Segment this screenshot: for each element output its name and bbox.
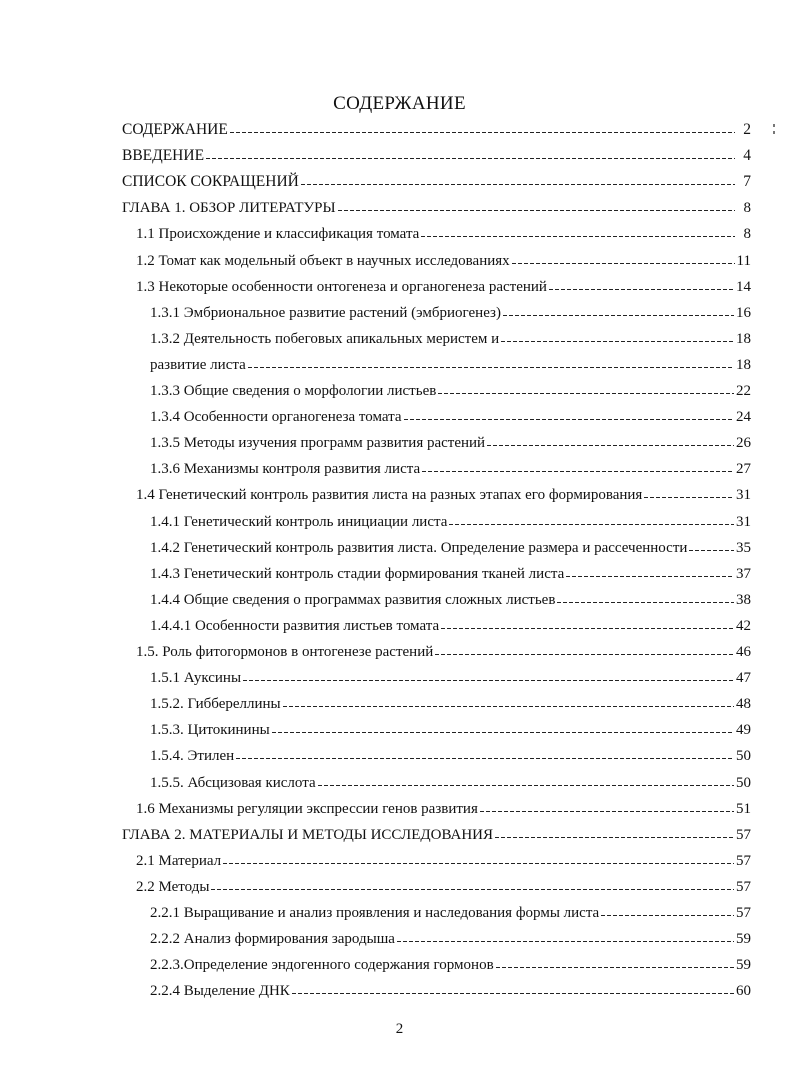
toc-entry[interactable]	[122, 117, 751, 139]
toc-entry-title: 1.5. Роль фитогормонов в онтогенезе растений	[136, 644, 434, 660]
toc-entry-title: 1.3.3 Общие сведения о морфологии листьев	[150, 383, 437, 399]
toc-entry[interactable]	[150, 378, 751, 400]
page-number: 2	[395, 1021, 404, 1037]
toc-entry-title: 2.2.2 Анализ формирования зародыша	[150, 931, 395, 947]
toc-entry-page: 57	[736, 827, 751, 843]
toc-dot-leader	[397, 938, 734, 944]
toc-entry[interactable]	[136, 796, 751, 818]
toc-entry[interactable]	[150, 613, 751, 635]
toc-entry[interactable]	[150, 717, 751, 739]
toc-entry[interactable]	[150, 743, 751, 765]
toc-entry[interactable]	[136, 639, 751, 661]
toc-dot-leader	[441, 625, 734, 631]
toc-entry-title: 1.1 Происхождение и классификация томата	[136, 226, 420, 242]
toc-entry-page: 47	[736, 670, 751, 686]
toc-entry-title: 2.2.1 Выращивание и анализ проявления и наследования формы листа	[150, 905, 600, 921]
toc-dot-leader	[230, 129, 735, 135]
toc-entry[interactable]	[150, 326, 751, 348]
toc-entry-page: 11	[736, 253, 751, 269]
toc-dot-leader	[689, 547, 734, 553]
toc-entry-title: развитие листа	[150, 357, 246, 373]
toc-entry-page: 4	[743, 147, 751, 164]
toc-entry-page: 50	[736, 748, 751, 764]
toc-entry-title: ГЛАВА 1. ОБЗОР ЛИТЕРАТУРЫ	[122, 200, 336, 216]
toc-entry-page: 18	[736, 331, 751, 347]
toc-entry-page: 50	[736, 775, 751, 791]
toc-entry-page: 8	[743, 200, 751, 216]
toc-entry-title: СОДЕРЖАНИЕ	[122, 121, 228, 138]
toc-entry-title: 1.3.2 Деятельность побеговых апикальных меристем и	[150, 331, 500, 347]
toc-dot-leader	[243, 677, 734, 683]
toc-entry-title: 1.2 Томат как модельный объект в научных исследованиях	[136, 253, 510, 269]
toc-entry[interactable]	[150, 561, 751, 583]
toc-entry-page: 7	[743, 173, 751, 190]
toc-entry-title: 1.4.3 Генетический контроль стадии формирования тканей листа	[150, 566, 565, 582]
toc-dot-leader	[283, 703, 734, 709]
scan-speck	[773, 131, 775, 134]
toc-entry[interactable]	[122, 195, 751, 217]
toc-entry-page: 2	[743, 121, 751, 138]
toc-entry-title: 1.3 Некоторые особенности онтогенеза и органогенеза растений	[136, 279, 547, 295]
toc-entry-page: 31	[736, 487, 751, 503]
toc-entry[interactable]	[150, 978, 751, 1000]
toc-dot-leader	[487, 442, 734, 448]
toc-entry-title: 2.2.3.Определение эндогенного содержания гормонов	[150, 957, 494, 973]
toc-entry[interactable]	[136, 848, 751, 870]
toc-entry-title: ВВЕДЕНИЕ	[122, 147, 205, 164]
toc-entry-title: 1.4.4.1 Особенности развития листьев томата	[150, 618, 440, 634]
toc-entry-page: 46	[736, 644, 751, 660]
toc-entry-title: 1.4 Генетический контроль развития листа на разных этапах его формирования	[136, 487, 643, 503]
toc-entry[interactable]	[136, 874, 751, 896]
toc-entry[interactable]	[150, 665, 751, 687]
toc-entry-title: 1.3.6 Механизмы контроля развития листа	[150, 461, 421, 477]
toc-entry-page: 18	[736, 357, 751, 373]
toc-dot-leader	[438, 390, 734, 396]
toc-entry[interactable]	[150, 952, 751, 974]
toc-entry-page: 48	[736, 696, 751, 712]
toc-entry-page: 59	[736, 931, 751, 947]
toc-dot-leader	[206, 155, 735, 161]
toc-dot-leader	[248, 364, 734, 370]
toc-entry-title: 1.4.2 Генетический контроль развития листа. Определение размера и рассеченности	[150, 540, 688, 556]
toc-entry-title: 1.3.1 Эмбриональное развитие растений (эмбриогенез)	[150, 305, 501, 321]
toc-dot-leader	[292, 990, 734, 996]
toc-dot-leader	[211, 886, 734, 892]
toc-entry-page: 31	[736, 514, 751, 530]
toc-entry[interactable]	[136, 482, 751, 504]
toc-entry[interactable]	[150, 430, 751, 452]
toc-dot-leader	[272, 729, 734, 735]
toc-entry-title: 1.3.5 Методы изучения программ развития растений	[150, 435, 486, 451]
page-title: СОДЕРЖАНИЕ	[333, 93, 466, 114]
toc-entry-title: 1.5.1 Ауксины	[150, 670, 242, 686]
toc-entry[interactable]	[150, 352, 751, 374]
toc-entry-title: 1.5.3. Цитокинины	[150, 722, 270, 738]
toc-dot-leader	[421, 233, 735, 239]
toc-entry-page: 60	[736, 983, 751, 999]
toc-entry-page: 22	[736, 383, 751, 399]
toc-dot-leader	[512, 260, 735, 266]
toc-dot-leader	[422, 468, 734, 474]
toc-entry-page: 57	[736, 905, 751, 921]
scan-speck	[773, 124, 775, 127]
toc-entry[interactable]	[150, 926, 751, 948]
toc-dot-leader	[449, 521, 734, 527]
toc-dot-leader	[496, 964, 734, 970]
toc-entry-page: 59	[736, 957, 751, 973]
toc-dot-leader	[566, 573, 734, 579]
toc-dot-leader	[435, 651, 734, 657]
toc-dot-leader	[644, 494, 734, 500]
toc-entry-title: 2.2.4 Выделение ДНК	[150, 983, 290, 999]
toc-entry-page: 24	[736, 409, 751, 425]
toc-entry[interactable]	[150, 535, 751, 557]
toc-dot-leader	[557, 599, 734, 605]
toc-entry-page: 42	[736, 618, 751, 634]
toc-dot-leader	[495, 834, 734, 840]
toc-entry[interactable]	[136, 221, 751, 243]
toc-entry[interactable]	[150, 900, 751, 922]
toc-entry-title: 2.1 Материал	[136, 853, 222, 869]
toc-entry[interactable]	[136, 248, 751, 270]
toc-dot-leader	[501, 338, 734, 344]
toc-entry-title: 1.6 Механизмы регуляции экспрессии генов развития	[136, 801, 478, 817]
toc-entry[interactable]	[150, 691, 751, 713]
toc-dot-leader	[503, 312, 734, 318]
toc-entry-title: 1.5.2. Гиббереллины	[150, 696, 281, 712]
toc-entry[interactable]	[150, 587, 751, 609]
toc-entry[interactable]	[150, 770, 751, 792]
toc-dot-leader	[549, 286, 734, 292]
toc-entry-page: 35	[736, 540, 751, 556]
toc-entry[interactable]	[122, 143, 751, 165]
toc-dot-leader	[301, 181, 735, 187]
toc-entry-page: 57	[736, 879, 751, 895]
toc-entry-title: 1.4.1 Генетический контроль инициации листа	[150, 514, 448, 530]
toc-entry-page: 51	[736, 801, 751, 817]
toc-entry[interactable]	[150, 509, 751, 531]
toc-entry-page: 57	[736, 853, 751, 869]
toc-dot-leader	[338, 207, 735, 213]
toc-entry-page: 26	[736, 435, 751, 451]
toc-dot-leader	[223, 860, 734, 866]
toc-dot-leader	[480, 808, 734, 814]
toc-entry[interactable]	[136, 274, 751, 296]
toc-dot-leader	[601, 912, 734, 918]
toc-entry[interactable]	[122, 822, 751, 844]
toc-entry-page: 8	[743, 226, 751, 242]
toc-entry-title: 1.5.5. Абсцизовая кислота	[150, 775, 316, 791]
toc-entry-title: 2.2 Методы	[136, 879, 210, 895]
toc-entry[interactable]	[150, 404, 751, 426]
toc-entry-page: 38	[736, 592, 751, 608]
toc-entry[interactable]	[150, 456, 751, 478]
toc-dot-leader	[318, 782, 734, 788]
toc-dot-leader	[236, 755, 734, 761]
toc-dot-leader	[404, 416, 734, 422]
toc-entry-title: СПИСОК СОКРАЩЕНИЙ	[122, 173, 299, 190]
toc-entry-page: 27	[736, 461, 751, 477]
toc-entry[interactable]	[122, 169, 751, 191]
toc-entry-page: 49	[736, 722, 751, 738]
toc-entry-page: 16	[736, 305, 751, 321]
toc-entry-page: 37	[736, 566, 751, 582]
toc-entry[interactable]	[150, 300, 751, 322]
toc-entry-title: 1.4.4 Общие сведения о программах развития сложных листьев	[150, 592, 556, 608]
toc-entry-title: ГЛАВА 2. МАТЕРИАЛЫ И МЕТОДЫ ИССЛЕДОВАНИЯ	[122, 827, 494, 843]
toc-entry-title: 1.3.4 Особенности органогенеза томата	[150, 409, 402, 425]
toc-entry-title: 1.5.4. Этилен	[150, 748, 235, 764]
toc-entry-page: 14	[736, 279, 751, 295]
